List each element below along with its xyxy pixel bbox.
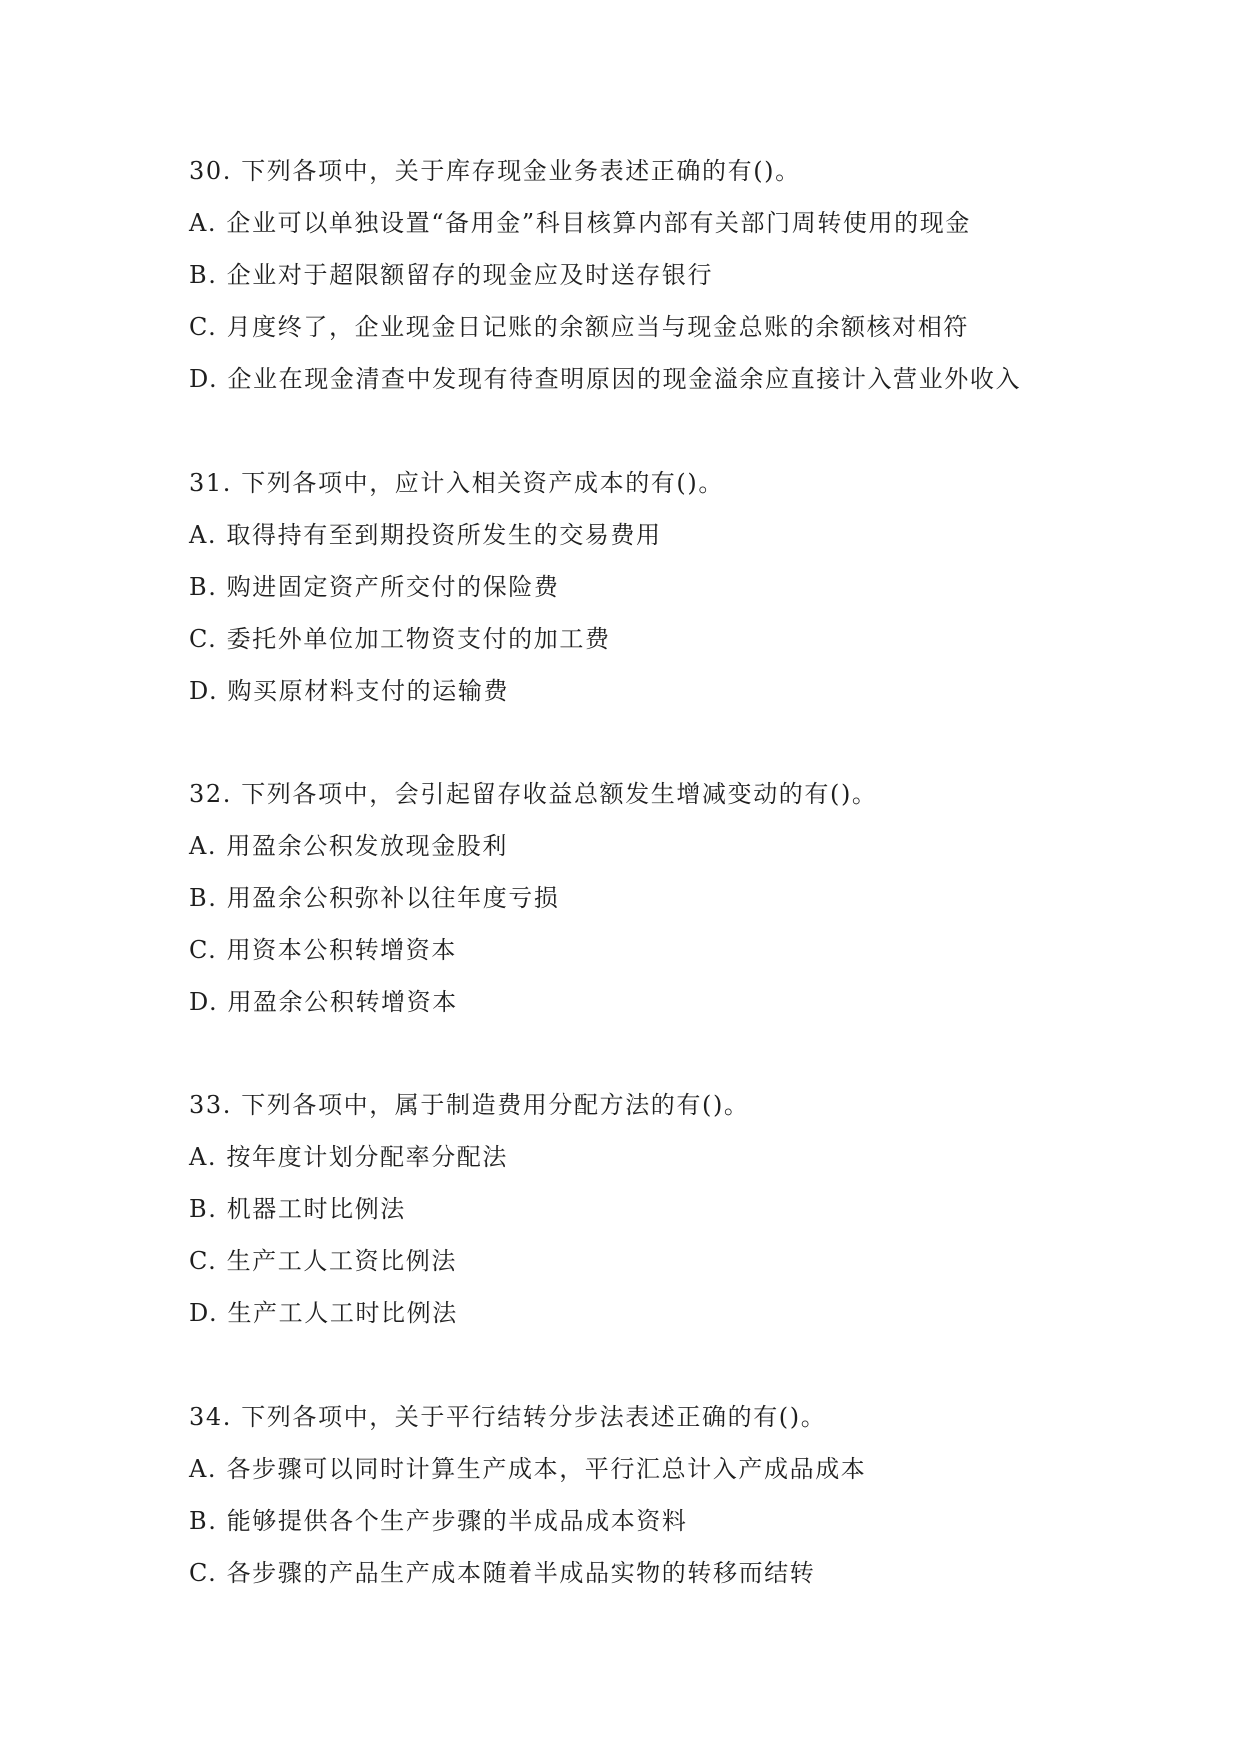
question-30 (189, 156, 1189, 394)
question-stem: 30. 下列各项中，关于库存现金业务表述正确的有()。 (189, 157, 801, 185)
question-stem: 32. 下列各项中，会引起留存收益总额发生增减变动的有()。 (189, 780, 878, 808)
option-d: D. 企业在现金清查中发现有待查明原因的现金溢余应直接计入营业外收入 (189, 365, 1022, 393)
option-b: B. 企业对于超限额留存的现金应及时送存银行 (189, 261, 714, 289)
option-d: D. 购买原材料支付的运输费 (189, 677, 510, 705)
option-a: A. 按年度计划分配率分配法 (189, 1143, 508, 1171)
option-c: C. 委托外单位加工物资支付的加工费 (189, 625, 611, 653)
option-b: B. 机器工时比例法 (189, 1195, 406, 1223)
option-a: A. 用盈余公积发放现金股利 (189, 832, 508, 860)
option-a: A. 取得持有至到期投资所发生的交易费用 (189, 521, 662, 549)
option-d: D. 用盈余公积转增资本 (189, 988, 458, 1016)
question-stem: 34. 下列各项中，关于平行结转分步法表述正确的有()。 (189, 1403, 827, 1431)
question-31 (189, 468, 1189, 706)
question-34 (189, 1402, 1189, 1588)
option-b: B. 能够提供各个生产步骤的半成品成本资料 (189, 1507, 688, 1535)
option-c: C. 用资本公积转增资本 (189, 936, 457, 964)
option-b: B. 用盈余公积弥补以往年度亏损 (189, 884, 560, 912)
question-33 (189, 1090, 1189, 1328)
question-stem: 31. 下列各项中，应计入相关资产成本的有()。 (189, 469, 724, 497)
question-32 (189, 779, 1189, 1017)
question-stem: 33. 下列各项中，属于制造费用分配方法的有()。 (189, 1091, 750, 1119)
option-b: B. 购进固定资产所交付的保险费 (189, 573, 560, 601)
option-c: C. 生产工人工资比例法 (189, 1247, 457, 1275)
option-c: C. 月度终了，企业现金日记账的余额应当与现金总账的余额核对相符 (189, 313, 969, 341)
option-c: C. 各步骤的产品生产成本随着半成品实物的转移而结转 (189, 1559, 816, 1587)
option-a: A. 各步骤可以同时计算生产成本，平行汇总计入产成品成本 (189, 1455, 867, 1483)
option-d: D. 生产工人工时比例法 (189, 1299, 458, 1327)
option-a: A. 企业可以单独设置“备用金”科目核算内部有关部门周转使用的现金 (189, 209, 971, 237)
